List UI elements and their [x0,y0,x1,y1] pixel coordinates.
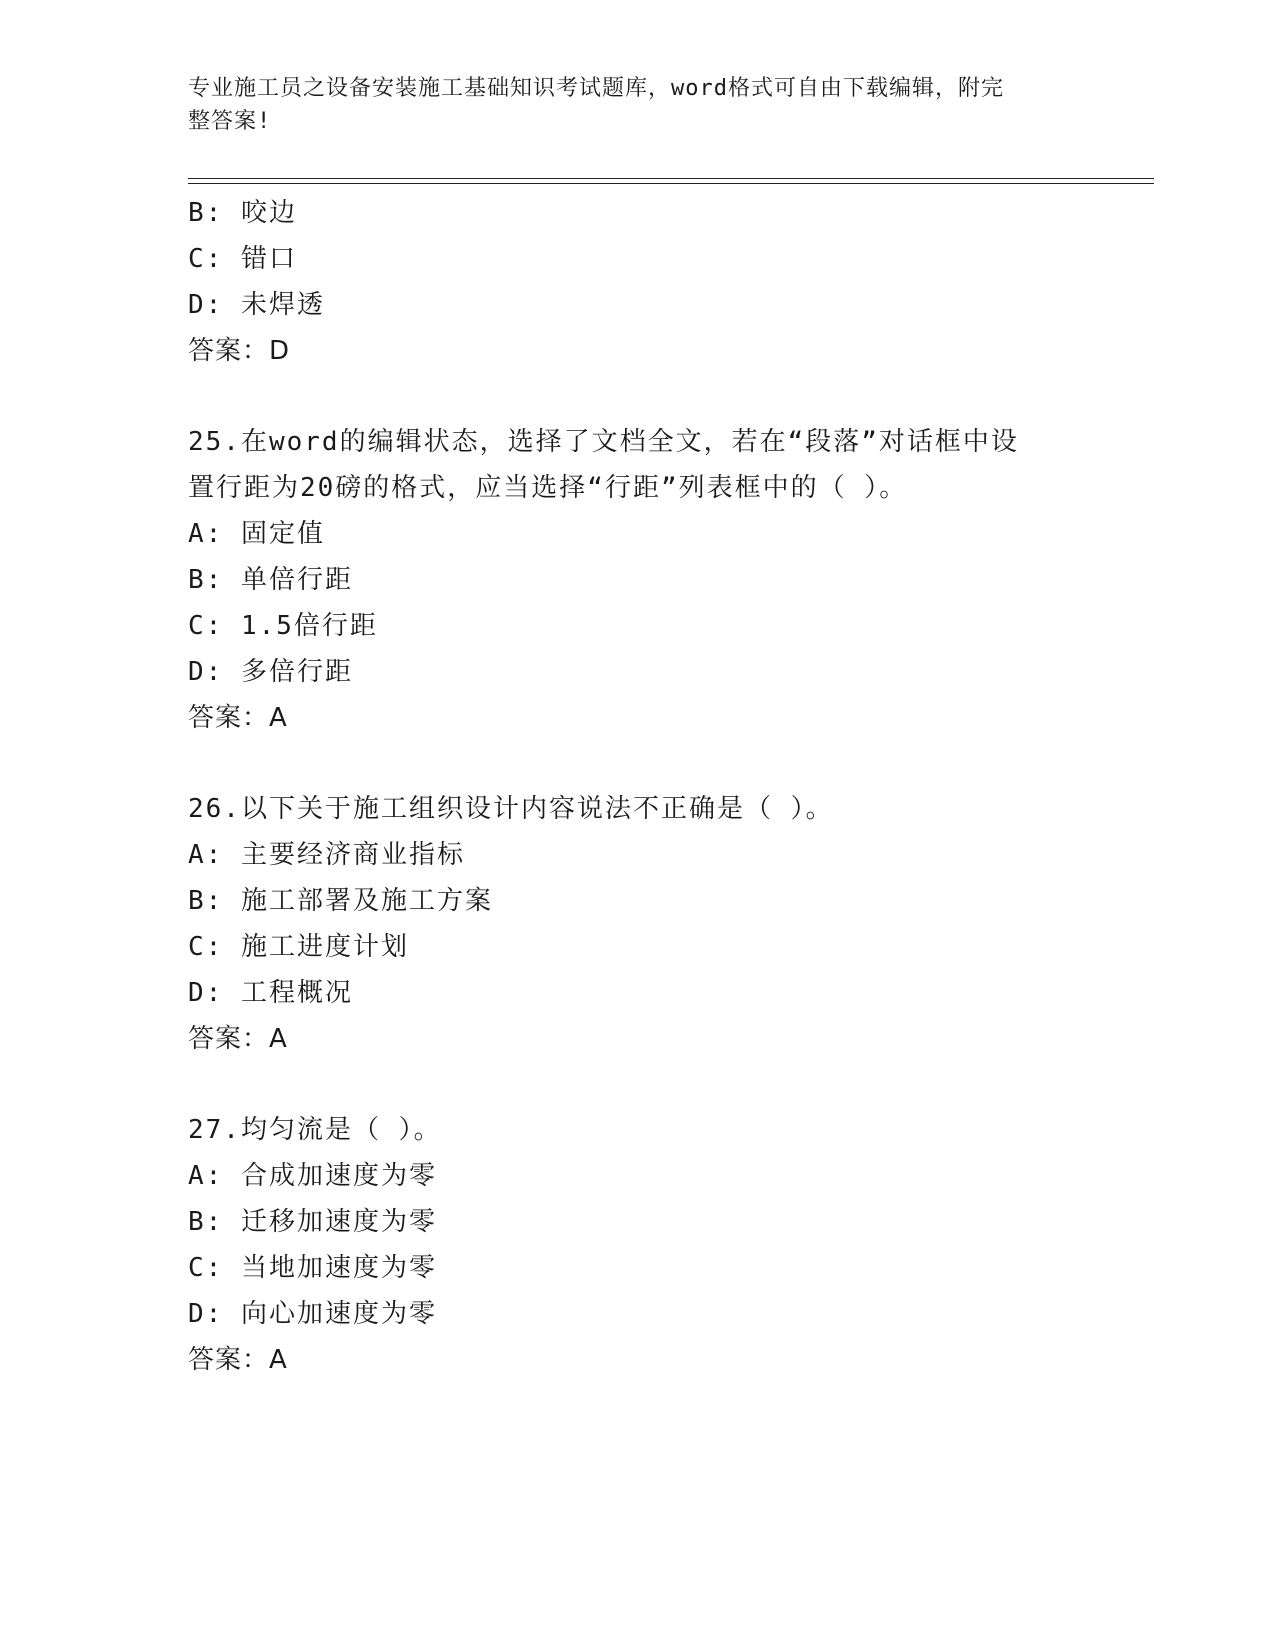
question-26 [188,786,1148,1062]
option-a: A: 固定值 [188,519,325,549]
header-line-1: 专业施工员之设备安装施工基础知识考试题库，word格式可自由下载编辑，附完 [188,76,1004,101]
option-d: D: 向心加速度为零 [188,1299,437,1329]
document-header [188,72,1088,138]
question-27 [188,1107,1148,1383]
option-b: B: 施工部署及施工方案 [188,886,493,916]
option-c: C: 当地加速度为零 [188,1253,437,1283]
option-b: B: 迁移加速度为零 [188,1207,437,1237]
option-c: C: 1.5倍行距 [188,611,378,641]
spacer [188,741,1148,786]
answer-line: 答案：A [188,1024,288,1054]
question-stem: 置行距为20磅的格式，应当选择“行距”列表框中的（ ）。 [188,473,908,503]
header-line-2: 整答案! [188,109,272,134]
option-d: D: 多倍行距 [188,657,353,687]
option-d: D: 工程概况 [188,978,353,1008]
option-a: A: 合成加速度为零 [188,1161,437,1191]
question-25 [188,419,1148,741]
option-b: B: 咬边 [188,198,297,228]
question-list [188,190,1148,1383]
answer-line: 答案：A [188,1345,288,1375]
header-divider-bottom [188,183,1154,184]
spacer [188,1062,1148,1107]
option-b: B: 单倍行距 [188,565,353,595]
question-stem: 26.以下关于施工组织设计内容说法不正确是（ ）。 [188,794,834,824]
answer-line: 答案：D [188,336,291,366]
option-c: C: 错口 [188,244,297,274]
header-divider-top [188,178,1154,179]
option-c: C: 施工进度计划 [188,932,409,962]
option-a: A: 主要经济商业指标 [188,840,465,870]
answer-line: 答案：A [188,703,288,733]
option-d: D: 未焊透 [188,290,325,320]
spacer [188,374,1148,419]
question-stem: 25.在word的编辑状态，选择了文档全文，若在“段落”对话框中设 [188,427,1019,457]
question-stem: 27.均匀流是（ ）。 [188,1115,442,1145]
prev-question-tail [188,190,1148,374]
